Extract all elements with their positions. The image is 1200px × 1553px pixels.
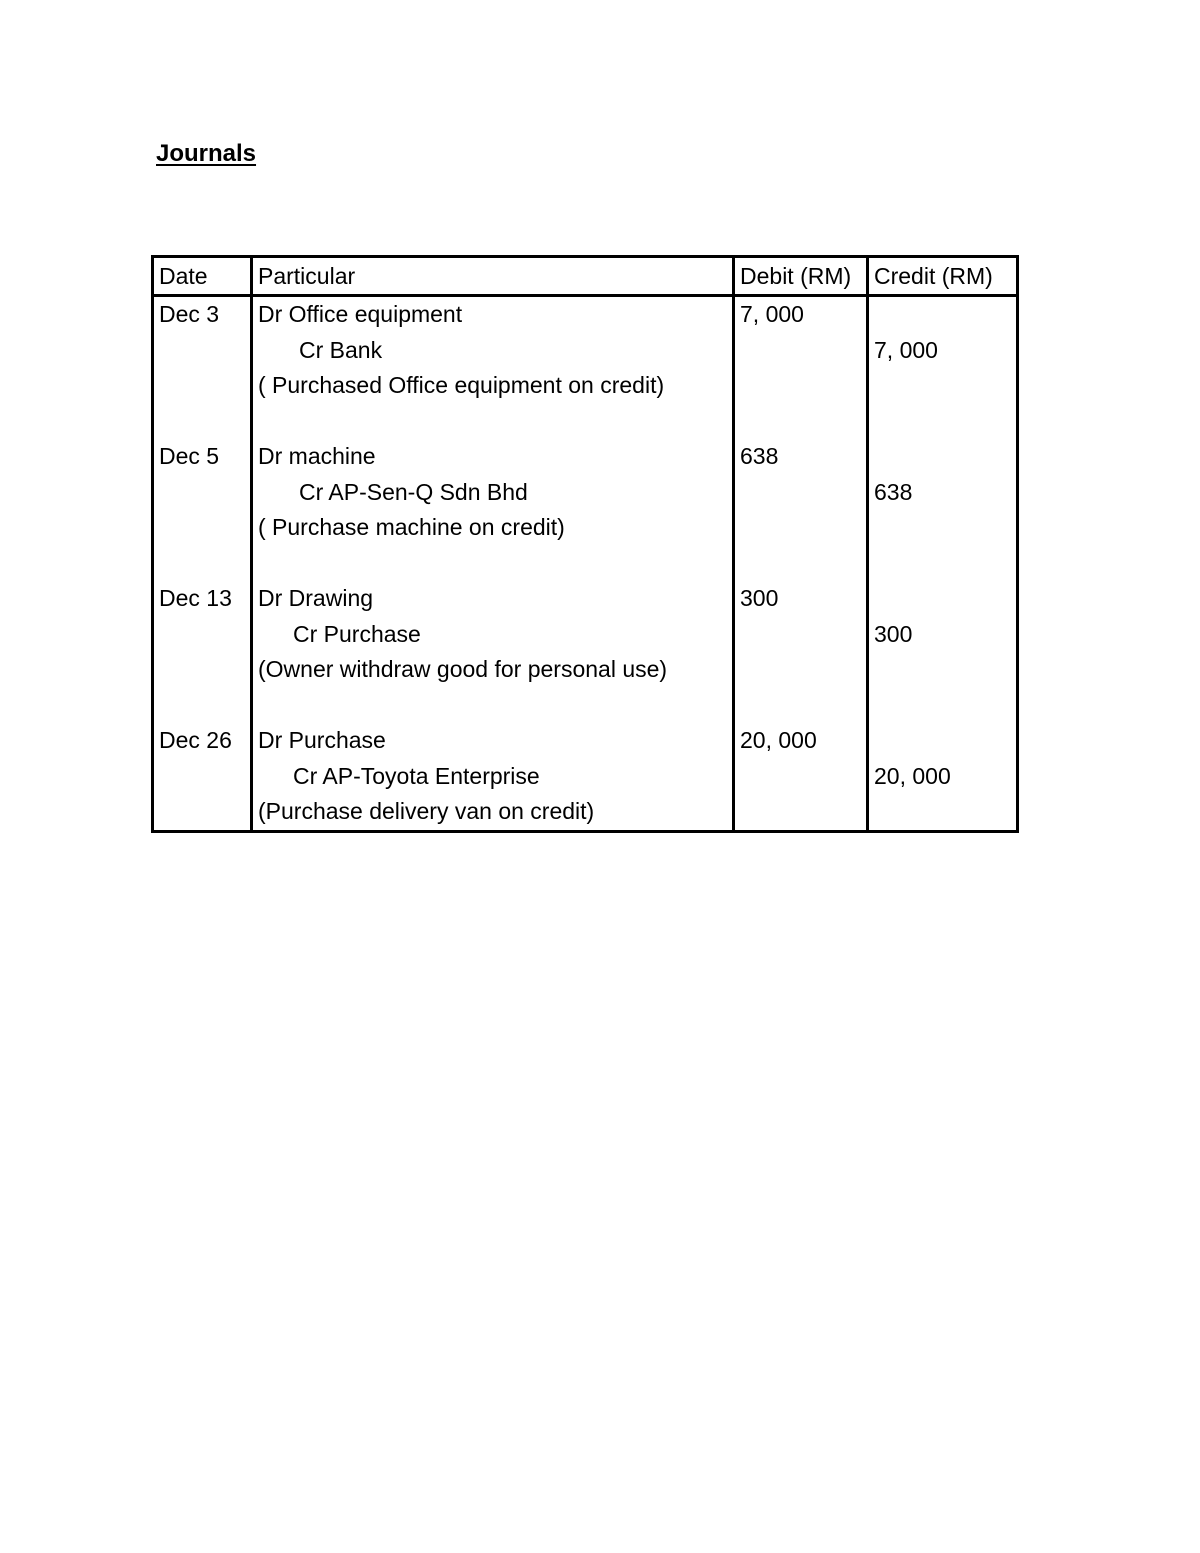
table-row (153, 333, 1018, 369)
header-particular: Particular (252, 257, 734, 296)
entry-debit-account: Dr Drawing (252, 581, 734, 617)
spacer-cell (252, 688, 734, 724)
spacer-cell (153, 546, 252, 582)
header-date: Date (153, 257, 252, 296)
entry-credit-amount: 7, 000 (868, 333, 1018, 369)
entry-credit-account: Cr AP-Sen-Q Sdn Bhd (252, 475, 734, 511)
header-credit: Credit (RM) (868, 257, 1018, 296)
entry-date: Dec 26 (153, 723, 252, 759)
entry-credit-amount: 300 (868, 617, 1018, 653)
spacer-cell (153, 404, 252, 440)
entry-narration: ( Purchase machine on credit) (252, 510, 734, 546)
spacer-cell (868, 404, 1018, 440)
spacer-cell (252, 404, 734, 440)
entry-debit-account: Dr machine (252, 439, 734, 475)
table-row (153, 759, 1018, 795)
entry-credit-blank (868, 652, 1018, 688)
table-row (153, 617, 1018, 653)
spacer-cell (734, 688, 868, 724)
entry-date: Dec 13 (153, 581, 252, 617)
entry-credit-account: Cr AP-Toyota Enterprise (252, 759, 734, 795)
entry-debit-account: Dr Office equipment (252, 296, 734, 333)
journal-table (151, 255, 1019, 833)
entry-debit-blank (734, 652, 868, 688)
entry-credit-blank (868, 581, 1018, 617)
spacer-cell (734, 546, 868, 582)
table-row (153, 723, 1018, 759)
entry-narration: (Purchase delivery van on credit) (252, 794, 734, 831)
entry-debit-amount: 7, 000 (734, 296, 868, 333)
table-row (153, 794, 1018, 831)
entry-narration: (Owner withdraw good for personal use) (252, 652, 734, 688)
table-row (153, 439, 1018, 475)
entry-date: Dec 3 (153, 296, 252, 333)
entry-date-blank (153, 794, 252, 831)
spacer-row (153, 546, 1018, 582)
entry-date-blank (153, 510, 252, 546)
table-row (153, 652, 1018, 688)
entry-debit-amount: 20, 000 (734, 723, 868, 759)
entry-debit-amount: 638 (734, 439, 868, 475)
table-row (153, 368, 1018, 404)
entry-debit-blank (734, 368, 868, 404)
entry-date-blank (153, 617, 252, 653)
spacer-row (153, 404, 1018, 440)
entry-credit-blank (868, 296, 1018, 333)
entry-credit-blank (868, 510, 1018, 546)
entry-credit-blank (868, 368, 1018, 404)
entry-debit-account: Dr Purchase (252, 723, 734, 759)
table-row (153, 510, 1018, 546)
spacer-cell (868, 546, 1018, 582)
entry-debit-blank (734, 510, 868, 546)
page-title: Journals (156, 140, 257, 167)
entry-credit-blank (868, 439, 1018, 475)
entry-date: Dec 5 (153, 439, 252, 475)
entry-debit-blank (734, 617, 868, 653)
entry-credit-blank (868, 794, 1018, 831)
spacer-cell (868, 688, 1018, 724)
table-header-row (153, 257, 1018, 296)
entry-narration: ( Purchased Office equipment on credit) (252, 368, 734, 404)
spacer-cell (252, 546, 734, 582)
entry-credit-amount: 20, 000 (868, 759, 1018, 795)
entry-debit-amount: 300 (734, 581, 868, 617)
entry-date-blank (153, 475, 252, 511)
entry-credit-blank (868, 723, 1018, 759)
entry-credit-account: Cr Purchase (252, 617, 734, 653)
entry-credit-account: Cr Bank (252, 333, 734, 369)
entry-debit-blank (734, 333, 868, 369)
entry-date-blank (153, 368, 252, 404)
entry-debit-blank (734, 759, 868, 795)
entry-date-blank (153, 333, 252, 369)
table-row (153, 581, 1018, 617)
header-debit: Debit (RM) (734, 257, 868, 296)
entry-date-blank (153, 652, 252, 688)
entry-debit-blank (734, 475, 868, 511)
entry-credit-amount: 638 (868, 475, 1018, 511)
entry-date-blank (153, 759, 252, 795)
table-row (153, 475, 1018, 511)
spacer-cell (153, 688, 252, 724)
spacer-row (153, 688, 1018, 724)
spacer-cell (734, 404, 868, 440)
table-row (153, 296, 1018, 333)
entry-debit-blank (734, 794, 868, 831)
